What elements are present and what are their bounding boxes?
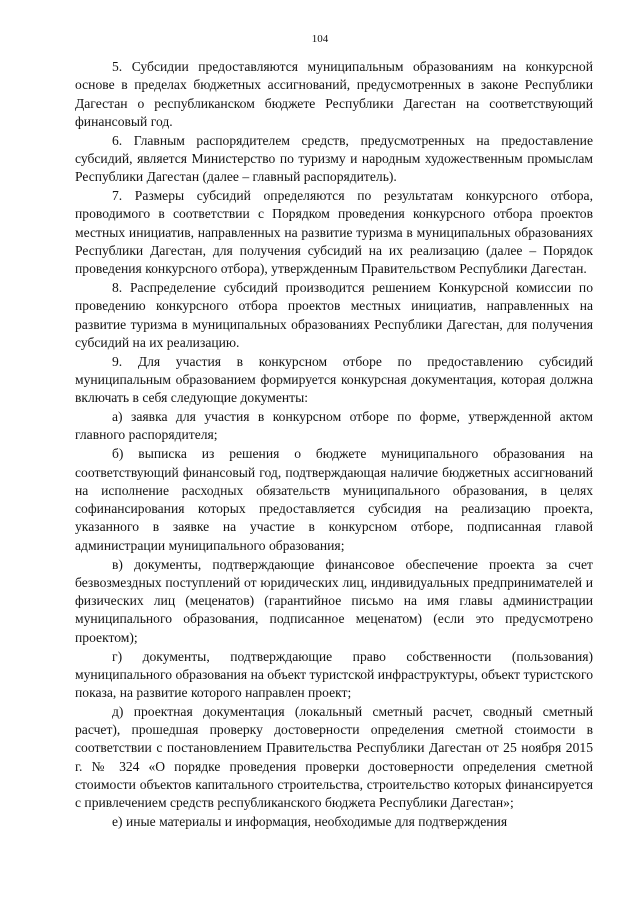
paragraph-9: 9. Для участия в конкурсном отборе по предоставлению субсидий муниципальным образованием формируется конкурсная документация, которая должна включать в себя следующие документы: (75, 353, 593, 406)
list-item-b: б) выписка из решения о бюджете муниципального образования на соответствующий финансовый год, подтверждающая наличие бюджетных ассигнований на исполнение расходных обязательств муниципального образования, в целях софинансирования которых предоставляется субсидия на реализацию проекта, указанного в заявке на участие в конкурсном отборе, подписанная главой администрации муниципального образования; (75, 446, 593, 553)
list-item-a: а) заявка для участия в конкурсном отборе по форме, утвержденной актом главного распорядителя; (75, 409, 593, 443)
paragraph-6: 6. Главным распорядителем средств, предусмотренных на предоставление субсидий, является Министерство по туризму и народным художественным промыслам Республики Дагестан (далее – главный распорядитель). (75, 132, 593, 185)
list-item-d: д) проектная документация (локальный сметный расчет, сводный сметный расчет), прошедшая проверку достоверности определения сметной стоимости в соответствии с постановлением Правительства Республики Дагестан от 25 ноября 2015 г. № 324 «О порядке проведения проверки достоверности определения сметной стоимости объектов капитального строительства, строительство которых финансируется с привлечением средств республиканского бюджета Республики Дагестан»; (75, 703, 593, 811)
paragraph-8: 8. Распределение субсидий производится решением Конкурсной комиссии по проведению конкурсного отбора проектов местных инициатив, направленных на развитие туризма в муниципальных образованиях Республики Дагестан, для получения субсидий на их реализацию. (75, 280, 593, 350)
document-body (75, 58, 593, 831)
page-number: 104 (311, 33, 329, 45)
list-item-g: г) документы, подтверждающие право собственности (пользования) муниципального образования на объект туристской инфраструктуры, объект туристского показа, на развитие которого направлен проект; (75, 648, 593, 701)
list-item-v: в) документы, подтверждающие финансовое обеспечение проекта за счет безвозмездных поступлений от юридических лиц, индивидуальных предпринимателей и физических лиц (меценатов) (гарантийное письмо на имя главы администрации муниципального образования, подписанное меценатом) (если это предусмотрено проектом); (75, 556, 593, 645)
paragraph-5: 5. Субсидии предоставляются муниципальным образованиям на конкурсной основе в пределах бюджетных ассигнований, предусмотренных в законе Республики Дагестан о республиканском бюджете Республики Дагестан на соответствующий финансовый год. (75, 59, 593, 129)
paragraph-7: 7. Размеры субсидий определяются по результатам конкурсного отбора, проводимого в соответствии с Порядком проведения конкурсного отбора проектов местных инициатив, направленных на развитие туризма в муниципальных образованиях Республики Дагестан, для получения субсидий на их реализацию (далее – Порядок проведения конкурсного отбора), утвержденным Правительством Республики Дагестан. (75, 188, 593, 277)
list-item-e: е) иные материалы и информация, необходимые для подтверждения (112, 814, 508, 830)
